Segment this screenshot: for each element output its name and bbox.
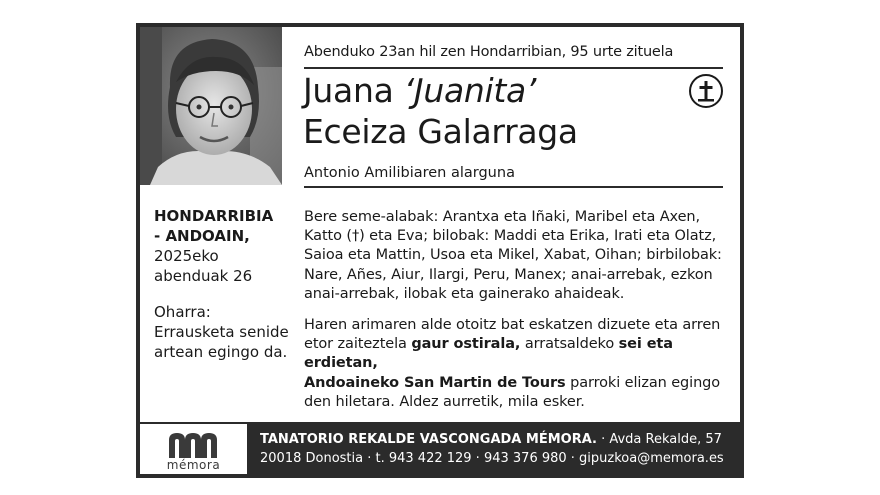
family-text: [304, 208, 724, 412]
obituary-content: [140, 27, 740, 422]
portrait-photo: [140, 27, 282, 185]
company-address: · Avda Rekalde, 57: [596, 432, 722, 447]
cross-icon: [689, 74, 723, 108]
place-line-1: HONDARRIBIA: [154, 207, 274, 225]
deceased-first-name: [303, 73, 536, 109]
company-name: TANATORIO REKALDE VASCONGADA MÉMORA.: [260, 432, 597, 447]
note-label: Oharra:: [154, 303, 211, 321]
text-line: [304, 335, 724, 373]
footer-line-2: 20018 Donostia · t. 943 422 129 · 943 376 980 · gipuzkoa@memora.es: [260, 451, 724, 466]
place-line-2: - ANDOAIN,: [154, 227, 250, 245]
footer-line-1: [260, 430, 724, 449]
widow-of: Antonio Amilibiaren alarguna: [304, 165, 515, 181]
nickname: ‘Juanita’: [403, 71, 537, 110]
year: 2025eko: [154, 247, 219, 265]
memora-logo: [140, 424, 247, 474]
funeral-place-date: [154, 206, 294, 362]
text-line: den hiletara. Aldez aurretik, mila esker.: [304, 393, 585, 410]
deceased-surnames: Eceiza Galarraga: [303, 112, 578, 151]
text-span: etor zaiteztela: [304, 336, 412, 353]
text-span: parroki elizan egingo: [565, 374, 721, 391]
date: abenduak 26: [154, 267, 253, 285]
divider: [304, 67, 723, 69]
text-line: [304, 374, 724, 393]
memora-logo-icon: [165, 430, 223, 458]
bold-day: gaur ostirala,: [411, 336, 521, 353]
first-name: Juana: [303, 71, 394, 110]
bold-church: Andoaineko San Martin de Tours: [304, 374, 566, 391]
note-line-2: artean egingo da.: [154, 343, 288, 361]
logo-wordmark: mémora: [166, 458, 221, 472]
note-line-1: Errausketa senide: [154, 323, 289, 341]
text-line: Saioa eta Mattin, Usoa eta Mikel, Xabat, Oihan; birbilobak:: [304, 247, 722, 264]
text-span: arratsaldeko: [520, 336, 619, 353]
divider: [304, 186, 723, 188]
text-line: Haren arimaren alde otoitz bat eskatzen dizuete eta arren: [304, 317, 721, 334]
text-line: Katto (†) eta Eva; bilobak: Maddi eta Erika, Irati eta Olatz,: [304, 228, 717, 245]
obituary-card: [136, 23, 744, 478]
text-line: Bere seme-alabak: Arantxa eta Iñaki, Maribel eta Axen,: [304, 209, 701, 225]
funeral-home-info: [260, 430, 724, 468]
text-line: Nare, Añes, Aiur, Ilargi, Peru, Manex; anai-arrebak, ezkon: [304, 266, 713, 283]
text-line: anai-arrebak, ilobak eta gainerako ahaideak.: [304, 285, 625, 302]
death-date-line: Abenduko 23an hil zen Hondarribian, 95 urte zituela: [304, 44, 674, 60]
bold-time: sei eta erdietan,: [304, 336, 673, 372]
